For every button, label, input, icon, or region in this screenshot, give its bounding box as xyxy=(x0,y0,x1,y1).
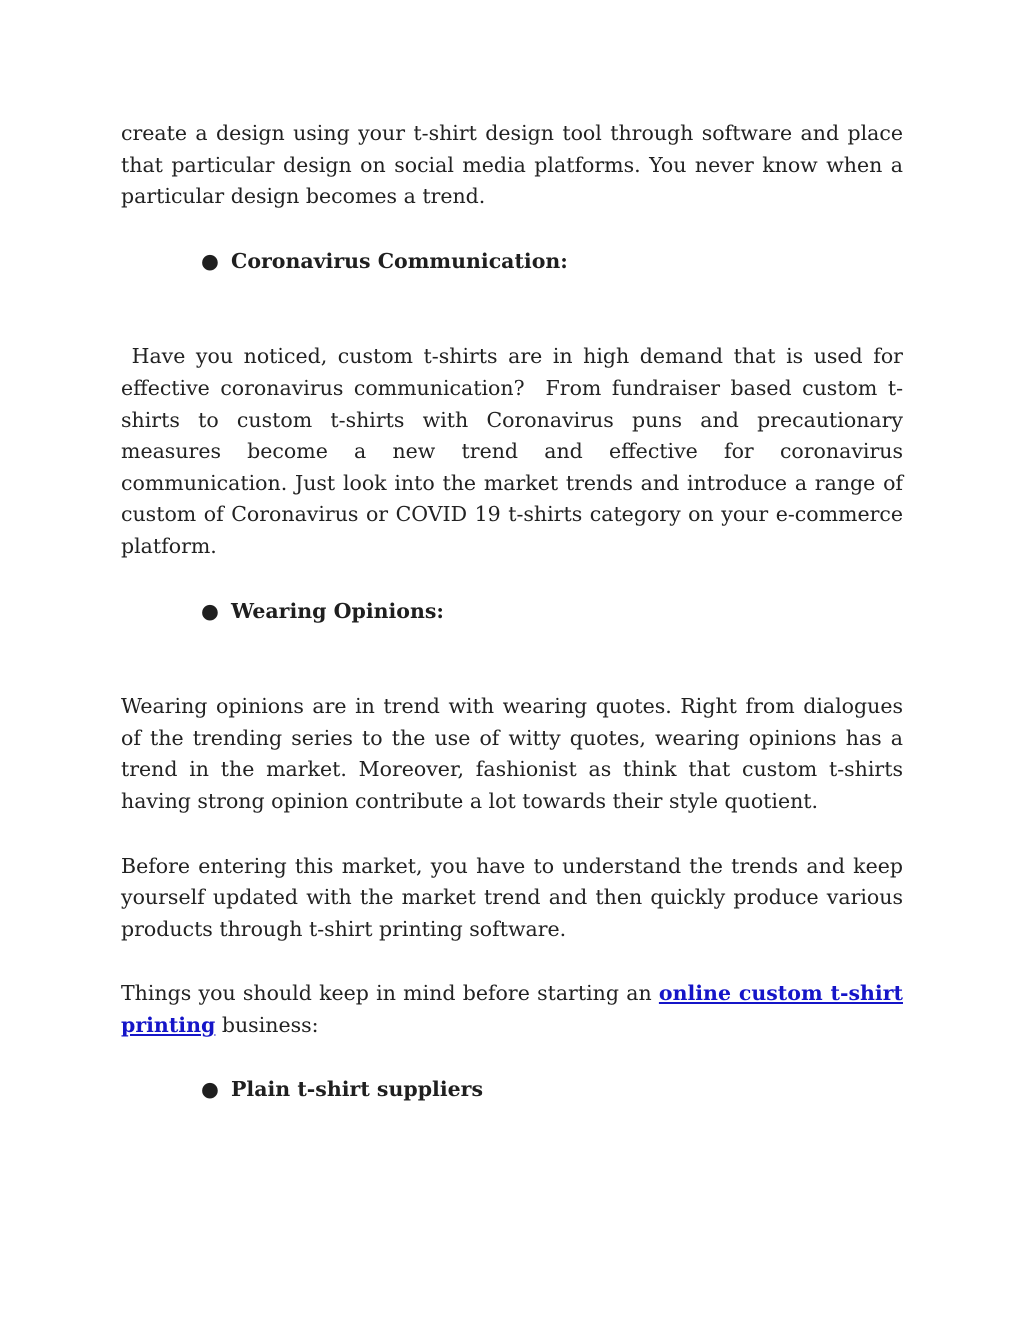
bullet-icon: ● xyxy=(201,598,219,623)
bullet-item-plain-tshirt-suppliers xyxy=(121,1074,903,1106)
paragraph-design-trend: create a design using your t-shirt design tool through software and place that particular design on social media platforms. You never know when a particular design becomes a trend. xyxy=(121,121,903,209)
bullet-icon: ● xyxy=(201,248,219,273)
paragraph-things-to-keep-in-mind xyxy=(121,978,903,1041)
paragraph-text-after-link: business: xyxy=(215,1012,319,1037)
bullet-item-wearing-opinions xyxy=(121,596,903,628)
bullet-item-coronavirus-communication xyxy=(121,246,903,278)
paragraph-coronavirus-communication: Have you noticed, custom t-shirts are in high demand that is used for effective coronavirus communication? From fundraiser based custom t-shirts to custom t-shirts with Coronavirus puns and precautionary measures become a new trend and effective for coronavirus communication. Just look into the market trends and introduce a range of custom of Coronavirus or COVID 19 t-shirts category on your e-commerce platform. xyxy=(121,344,910,558)
online-custom-tshirt-printing-link[interactable]: online custom t-shirt printing xyxy=(121,981,903,1037)
bullet-label-wearing-opinions: Wearing Opinions: xyxy=(231,598,444,623)
paragraph-text-before-link: Things you should keep in mind before starting an xyxy=(121,981,659,1006)
bullet-icon: ● xyxy=(201,1077,219,1102)
bullet-label-plain-tshirt-suppliers: Plain t-shirt suppliers xyxy=(231,1077,484,1102)
document-page xyxy=(121,118,910,1106)
bullet-label-coronavirus-communication: Coronavirus Communication: xyxy=(231,248,568,273)
paragraph-market-entry: Before entering this market, you have to understand the trends and keep yourself updated with the market trend and then quickly produce various products through t-shirt printing software. xyxy=(121,853,903,941)
paragraph-wearing-opinions: Wearing opinions are in trend with wearing quotes. Right from dialogues of the trending series to the use of witty quotes, wearing opinions has a trend in the market. Moreover, fashionist as think that custom t-shirts having strong opinion contribute a lot towards their style quotient. xyxy=(121,694,903,813)
